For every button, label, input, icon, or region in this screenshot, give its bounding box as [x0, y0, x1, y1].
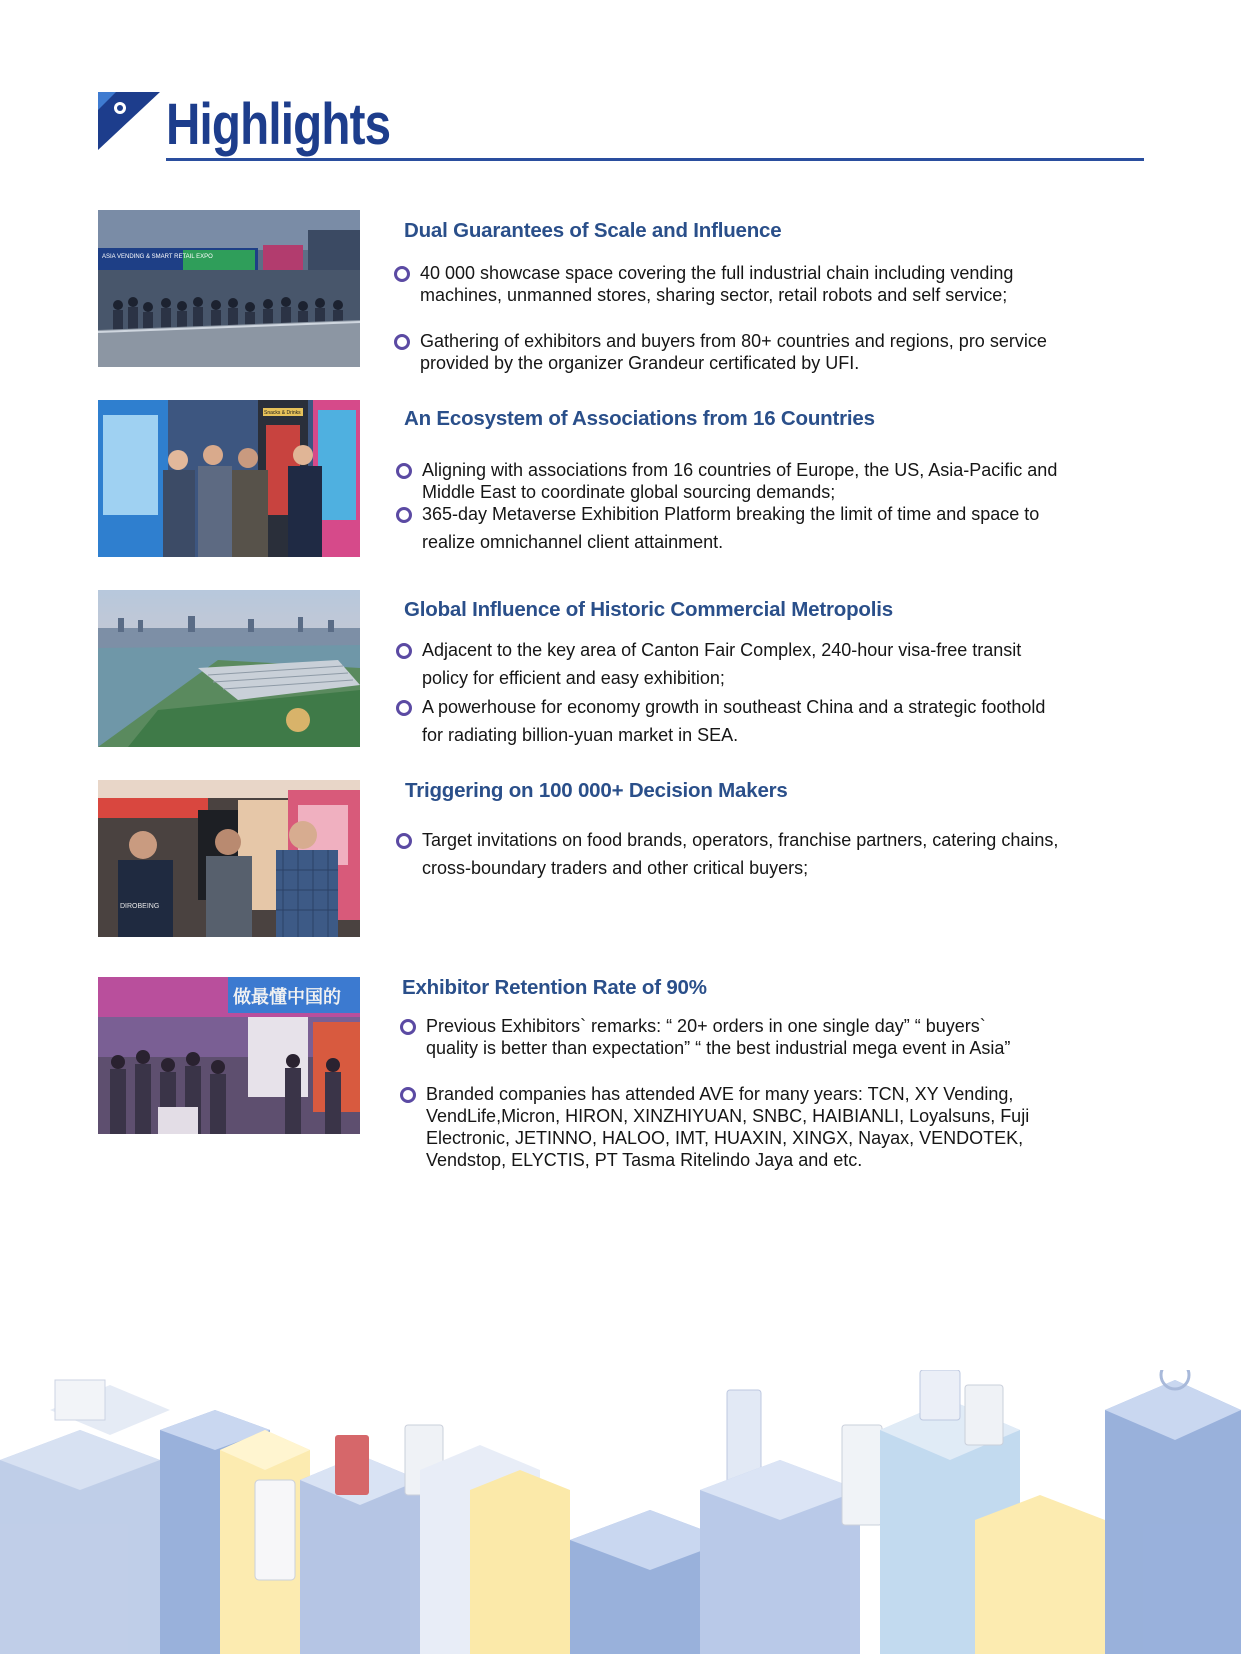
jacket-text: DIROBEING	[120, 903, 160, 910]
section-title: An Ecosystem of Associations from 16 Countries	[404, 407, 875, 430]
title-underline	[166, 158, 1144, 161]
highlight-section-ecosystem	[98, 400, 1144, 560]
highlight-section-metropolis	[98, 590, 1144, 750]
bullet-icon	[396, 700, 412, 716]
highlight-section-retention	[98, 977, 1144, 1177]
isometric-city-illustration	[0, 1370, 1241, 1654]
bullet-icon	[396, 643, 412, 659]
bullet-item: Target invitations on food brands, operators, franchise partners, catering chains, cross-boundary traders and other critical buyers;	[422, 826, 1058, 882]
bullet-icon	[394, 266, 410, 282]
section-title: Dual Guarantees of Scale and Influence	[404, 219, 782, 242]
logo-triangle-icon	[98, 92, 160, 150]
section-title: Global Influence of Historic Commercial Metropolis	[404, 598, 893, 621]
highlight-section-decision-makers	[98, 780, 1144, 940]
bullet-icon	[400, 1019, 416, 1035]
booth-visitors-photo	[98, 400, 360, 557]
page-header	[98, 92, 1144, 164]
bullet-item: 365-day Metaverse Exhibition Platform breaking the limit of time and space to realize omnichannel client attainment.	[422, 500, 1039, 556]
bullet-item: Branded companies has attended AVE for many years: TCN, XY Vending, VendLife,Micron, HIRON, XINZHIYUAN, SNBC, HAIBIANLI, Loyalsuns, Fuji Electronic, JETINNO, HALOO, IMT, HUAXIN, XINGX, Nayax, VENDOTEK, Vendstop, ELYCTIS, PT Tasma Ritelindo Jaya and etc.	[426, 1083, 1029, 1171]
expo-banner-text: ASIA VENDING & SMART RETAIL EXPO	[102, 254, 213, 260]
exhibition-hall-photo	[98, 977, 360, 1134]
bullet-item: 40 000 showcase space covering the full industrial chain including vending machines, unmanned stores, sharing sector, retail robots and self service;	[420, 262, 1013, 306]
bullet-item: A powerhouse for economy growth in southeast China and a strategic foothold for radiating billion-yuan market in SEA.	[422, 693, 1045, 749]
page-title: Highlights	[166, 92, 391, 157]
bullet-item: Aligning with associations from 16 countries of Europe, the US, Asia-Pacific and Middle East to coordinate global sourcing demands;	[422, 459, 1057, 503]
booth-sign-text: Snacks & Drinks	[264, 410, 301, 416]
section-title: Triggering on 100 000+ Decision Makers	[405, 779, 788, 802]
bullet-icon	[400, 1087, 416, 1103]
bullet-icon	[396, 833, 412, 849]
business-discussion-photo	[98, 780, 360, 937]
hall-banner-text: 做最懂中国的	[233, 987, 341, 1008]
bullet-icon	[394, 334, 410, 350]
bullet-icon	[396, 463, 412, 479]
expo-crowd-photo	[98, 210, 360, 367]
bullet-item: Previous Exhibitors` remarks: “ 20+ orders in one single day” “ buyers` quality is better than expectation” “ the best industrial mega event in Asia”	[426, 1015, 1010, 1059]
bullet-item: Adjacent to the key area of Canton Fair Complex, 240-hour visa-free transit policy for efficient and easy exhibition;	[422, 636, 1021, 692]
highlight-section-scale	[98, 210, 1144, 373]
city-aerial-photo	[98, 590, 360, 747]
bullet-icon	[396, 507, 412, 523]
bullet-item: Gathering of exhibitors and buyers from 80+ countries and regions, pro service provided by the organizer Grandeur certificated by UFI.	[420, 330, 1047, 374]
section-title: Exhibitor Retention Rate of 90%	[402, 976, 707, 999]
